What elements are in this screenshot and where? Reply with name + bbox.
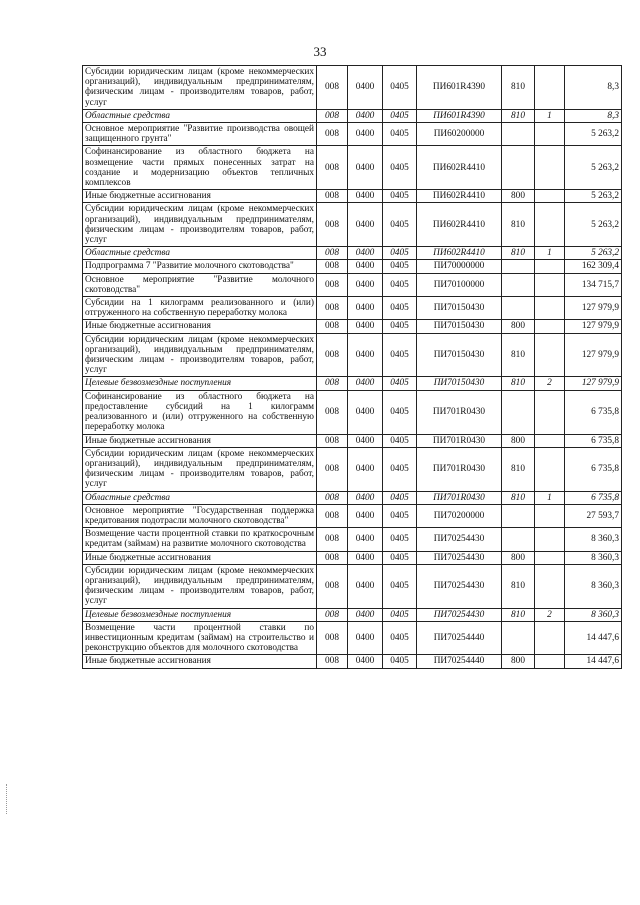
row-section-cell: 0400 — [348, 109, 383, 122]
row-name-cell: Субсидии юридическим лицам (кроме некоммерческих организаций), индивидуальным предпринимателям, физическим лицам - производителям товаров, работ, услуг — [83, 447, 317, 491]
row-subsection-cell: 0405 — [383, 655, 417, 668]
row-funding-source-cell — [535, 273, 565, 296]
row-code-cell: 008 — [317, 66, 348, 110]
row-amount-cell: 5 263,2 — [565, 146, 622, 190]
margin-mark — [6, 784, 8, 814]
table-row — [83, 260, 622, 273]
table-row — [83, 621, 622, 655]
row-subsection-cell: 0405 — [383, 608, 417, 621]
row-section-cell: 0400 — [348, 564, 383, 608]
row-code-cell: 008 — [317, 377, 348, 390]
row-subsection-cell: 0405 — [383, 146, 417, 190]
row-code-cell: 008 — [317, 203, 348, 247]
table-row — [83, 247, 622, 260]
row-code-cell: 008 — [317, 247, 348, 260]
row-target-article-cell: ПИ70150430 — [417, 320, 502, 333]
row-amount-cell: 5 263,2 — [565, 190, 622, 203]
budget-table-body — [83, 66, 622, 669]
row-code-cell: 008 — [317, 333, 348, 377]
row-name-cell: Субсидии юридическим лицам (кроме некоммерческих организаций), индивидуальным предпринимателям, физическим лицам - производителям товаров, работ, услуг — [83, 333, 317, 377]
row-expense-type-cell — [502, 504, 535, 527]
row-section-cell: 0400 — [348, 66, 383, 110]
row-funding-source-cell — [535, 564, 565, 608]
row-expense-type-cell: 810 — [502, 333, 535, 377]
row-amount-cell: 14 447,6 — [565, 621, 622, 655]
row-amount-cell: 162 309,4 — [565, 260, 622, 273]
row-target-article-cell: ПИ70150430 — [417, 377, 502, 390]
row-expense-type-cell: 810 — [502, 491, 535, 504]
row-funding-source-cell — [535, 66, 565, 110]
row-section-cell: 0400 — [348, 377, 383, 390]
row-expense-type-cell: 810 — [502, 109, 535, 122]
row-section-cell: 0400 — [348, 621, 383, 655]
row-name-cell: Иные бюджетные ассигнования — [83, 551, 317, 564]
table-row — [83, 203, 622, 247]
row-target-article-cell: ПИ70150430 — [417, 333, 502, 377]
row-target-article-cell: ПИ70254430 — [417, 564, 502, 608]
row-amount-cell: 127 979,9 — [565, 333, 622, 377]
row-funding-source-cell — [535, 203, 565, 247]
row-subsection-cell: 0405 — [383, 528, 417, 551]
row-name-cell: Областные средства — [83, 109, 317, 122]
row-name-cell: Основное мероприятие "Государственная поддержка кредитования подотрасли молочного скотоводства" — [83, 504, 317, 527]
row-funding-source-cell — [535, 390, 565, 434]
row-amount-cell: 5 263,2 — [565, 123, 622, 146]
row-target-article-cell: ПИ70254430 — [417, 608, 502, 621]
row-amount-cell: 5 263,2 — [565, 203, 622, 247]
row-code-cell: 008 — [317, 621, 348, 655]
row-subsection-cell: 0405 — [383, 504, 417, 527]
row-expense-type-cell — [502, 390, 535, 434]
table-row — [83, 320, 622, 333]
row-target-article-cell: ПИ70254440 — [417, 655, 502, 668]
row-section-cell: 0400 — [348, 551, 383, 564]
row-amount-cell: 27 593,7 — [565, 504, 622, 527]
row-name-cell: Иные бюджетные ассигнования — [83, 655, 317, 668]
row-funding-source-cell — [535, 123, 565, 146]
row-funding-source-cell — [535, 320, 565, 333]
table-row — [83, 491, 622, 504]
table-row — [83, 608, 622, 621]
row-expense-type-cell — [502, 621, 535, 655]
row-section-cell: 0400 — [348, 273, 383, 296]
row-target-article-cell: ПИ70254430 — [417, 528, 502, 551]
row-target-article-cell: ПИ70200000 — [417, 504, 502, 527]
row-expense-type-cell — [502, 297, 535, 320]
row-amount-cell: 14 447,6 — [565, 655, 622, 668]
row-target-article-cell: ПИ602R4410 — [417, 203, 502, 247]
row-code-cell: 008 — [317, 491, 348, 504]
row-expense-type-cell: 810 — [502, 66, 535, 110]
row-code-cell: 008 — [317, 528, 348, 551]
row-amount-cell: 6 735,8 — [565, 390, 622, 434]
table-row — [83, 528, 622, 551]
row-amount-cell: 127 979,9 — [565, 320, 622, 333]
table-row — [83, 66, 622, 110]
row-expense-type-cell — [502, 260, 535, 273]
table-row — [83, 273, 622, 296]
row-expense-type-cell — [502, 528, 535, 551]
row-funding-source-cell — [535, 655, 565, 668]
row-name-cell: Областные средства — [83, 247, 317, 260]
page-number: 33 — [313, 44, 327, 59]
row-section-cell: 0400 — [348, 260, 383, 273]
row-code-cell: 008 — [317, 146, 348, 190]
row-code-cell: 008 — [317, 123, 348, 146]
table-row — [83, 551, 622, 564]
row-name-cell: Субсидии юридическим лицам (кроме некоммерческих организаций), индивидуальным предпринимателям, физическим лицам - производителям товаров, работ, услуг — [83, 564, 317, 608]
row-section-cell: 0400 — [348, 434, 383, 447]
row-code-cell: 008 — [317, 260, 348, 273]
row-section-cell: 0400 — [348, 491, 383, 504]
row-section-cell: 0400 — [348, 320, 383, 333]
row-section-cell: 0400 — [348, 297, 383, 320]
row-amount-cell: 127 979,9 — [565, 297, 622, 320]
row-subsection-cell: 0405 — [383, 390, 417, 434]
row-code-cell: 008 — [317, 564, 348, 608]
row-amount-cell: 134 715,7 — [565, 273, 622, 296]
row-name-cell: Основное мероприятие "Развитие молочного скотоводства" — [83, 273, 317, 296]
row-section-cell: 0400 — [348, 390, 383, 434]
row-name-cell: Подпрограмма 7 "Развитие молочного скотоводства" — [83, 260, 317, 273]
row-code-cell: 008 — [317, 390, 348, 434]
row-code-cell: 008 — [317, 297, 348, 320]
row-section-cell: 0400 — [348, 608, 383, 621]
row-code-cell: 008 — [317, 504, 348, 527]
row-section-cell: 0400 — [348, 190, 383, 203]
row-amount-cell: 8 360,3 — [565, 528, 622, 551]
row-amount-cell: 6 735,8 — [565, 447, 622, 491]
row-name-cell: Иные бюджетные ассигнования — [83, 434, 317, 447]
row-subsection-cell: 0405 — [383, 434, 417, 447]
row-target-article-cell: ПИ70100000 — [417, 273, 502, 296]
row-expense-type-cell: 810 — [502, 564, 535, 608]
row-target-article-cell: ПИ701R0430 — [417, 434, 502, 447]
table-row — [83, 146, 622, 190]
row-code-cell: 008 — [317, 551, 348, 564]
row-target-article-cell: ПИ60200000 — [417, 123, 502, 146]
row-name-cell: Субсидии на 1 килограмм реализованного и (или) отгруженного на собственную переработку молока — [83, 297, 317, 320]
row-expense-type-cell: 810 — [502, 377, 535, 390]
row-section-cell: 0400 — [348, 123, 383, 146]
row-subsection-cell: 0405 — [383, 333, 417, 377]
row-target-article-cell: ПИ70254430 — [417, 551, 502, 564]
table-row — [83, 564, 622, 608]
row-subsection-cell: 0405 — [383, 564, 417, 608]
row-section-cell: 0400 — [348, 146, 383, 190]
row-expense-type-cell — [502, 123, 535, 146]
row-expense-type-cell: 800 — [502, 190, 535, 203]
row-subsection-cell: 0405 — [383, 621, 417, 655]
row-name-cell: Субсидии юридическим лицам (кроме некоммерческих организаций), индивидуальным предпринимателям, физическим лицам - производителям товаров, работ, услуг — [83, 203, 317, 247]
row-subsection-cell: 0405 — [383, 260, 417, 273]
row-funding-source-cell — [535, 528, 565, 551]
row-funding-source-cell: 2 — [535, 377, 565, 390]
row-target-article-cell: ПИ601R4390 — [417, 109, 502, 122]
row-subsection-cell: 0405 — [383, 66, 417, 110]
row-name-cell: Целевые безвозмездные поступления — [83, 377, 317, 390]
row-subsection-cell: 0405 — [383, 190, 417, 203]
row-section-cell: 0400 — [348, 447, 383, 491]
row-name-cell: Возмещение части процентной ставки по краткосрочным кредитам (займам) на развитие молочного скотоводства — [83, 528, 317, 551]
row-expense-type-cell: 800 — [502, 551, 535, 564]
row-expense-type-cell: 800 — [502, 320, 535, 333]
row-section-cell: 0400 — [348, 247, 383, 260]
table-row — [83, 109, 622, 122]
row-target-article-cell: ПИ602R4410 — [417, 247, 502, 260]
row-target-article-cell: ПИ701R0430 — [417, 491, 502, 504]
row-name-cell: Иные бюджетные ассигнования — [83, 190, 317, 203]
table-row — [83, 655, 622, 668]
row-name-cell: Софинансирование из областного бюджета на предоставление субсидий на 1 килограмм реализованного и (или) отгруженного на собственную переработку молока — [83, 390, 317, 434]
row-target-article-cell: ПИ701R0430 — [417, 447, 502, 491]
row-subsection-cell: 0405 — [383, 447, 417, 491]
row-target-article-cell: ПИ70150430 — [417, 297, 502, 320]
row-amount-cell: 5 263,2 — [565, 247, 622, 260]
table-row — [83, 377, 622, 390]
row-subsection-cell: 0405 — [383, 247, 417, 260]
row-subsection-cell: 0405 — [383, 320, 417, 333]
row-funding-source-cell: 1 — [535, 109, 565, 122]
row-code-cell: 008 — [317, 447, 348, 491]
row-section-cell: 0400 — [348, 333, 383, 377]
row-expense-type-cell: 810 — [502, 447, 535, 491]
table-row — [83, 123, 622, 146]
row-section-cell: 0400 — [348, 528, 383, 551]
row-funding-source-cell — [535, 297, 565, 320]
row-name-cell: Субсидии юридическим лицам (кроме некоммерческих организаций), индивидуальным предпринимателям, физическим лицам - производителям товаров, работ, услуг — [83, 66, 317, 110]
row-subsection-cell: 0405 — [383, 273, 417, 296]
row-funding-source-cell — [535, 333, 565, 377]
row-code-cell: 008 — [317, 655, 348, 668]
row-name-cell: Возмещение части процентной ставки по инвестиционным кредитам (займам) на строительство и реконструкцию объектов для молочного скотоводства — [83, 621, 317, 655]
row-funding-source-cell — [535, 551, 565, 564]
row-funding-source-cell — [535, 434, 565, 447]
row-amount-cell: 8 360,3 — [565, 551, 622, 564]
row-subsection-cell: 0405 — [383, 109, 417, 122]
row-target-article-cell: ПИ70254440 — [417, 621, 502, 655]
row-subsection-cell: 0405 — [383, 203, 417, 247]
budget-table — [82, 65, 622, 669]
row-funding-source-cell — [535, 504, 565, 527]
row-expense-type-cell: 800 — [502, 434, 535, 447]
row-expense-type-cell — [502, 146, 535, 190]
row-amount-cell: 8,3 — [565, 66, 622, 110]
table-row — [83, 333, 622, 377]
row-expense-type-cell: 810 — [502, 203, 535, 247]
row-amount-cell: 6 735,8 — [565, 491, 622, 504]
row-subsection-cell: 0405 — [383, 551, 417, 564]
row-section-cell: 0400 — [348, 203, 383, 247]
row-name-cell: Целевые безвозмездные поступления — [83, 608, 317, 621]
row-funding-source-cell — [535, 146, 565, 190]
row-name-cell: Областные средства — [83, 491, 317, 504]
row-funding-source-cell — [535, 190, 565, 203]
row-funding-source-cell: 2 — [535, 608, 565, 621]
row-target-article-cell: ПИ701R0430 — [417, 390, 502, 434]
table-row — [83, 447, 622, 491]
table-row — [83, 190, 622, 203]
row-funding-source-cell — [535, 260, 565, 273]
row-name-cell: Основное мероприятие "Развитие производства овощей защищенного грунта" — [83, 123, 317, 146]
table-row — [83, 504, 622, 527]
row-name-cell: Иные бюджетные ассигнования — [83, 320, 317, 333]
row-code-cell: 008 — [317, 109, 348, 122]
row-subsection-cell: 0405 — [383, 297, 417, 320]
row-expense-type-cell — [502, 273, 535, 296]
row-amount-cell: 8 360,3 — [565, 608, 622, 621]
row-funding-source-cell: 1 — [535, 247, 565, 260]
row-expense-type-cell: 800 — [502, 655, 535, 668]
table-row — [83, 390, 622, 434]
row-code-cell: 008 — [317, 608, 348, 621]
row-expense-type-cell: 810 — [502, 247, 535, 260]
row-amount-cell: 127 979,9 — [565, 377, 622, 390]
row-funding-source-cell — [535, 447, 565, 491]
table-row — [83, 434, 622, 447]
row-expense-type-cell: 810 — [502, 608, 535, 621]
row-amount-cell: 6 735,8 — [565, 434, 622, 447]
row-section-cell: 0400 — [348, 655, 383, 668]
table-row — [83, 297, 622, 320]
row-target-article-cell: ПИ602R4410 — [417, 146, 502, 190]
row-code-cell: 008 — [317, 320, 348, 333]
row-section-cell: 0400 — [348, 504, 383, 527]
row-subsection-cell: 0405 — [383, 377, 417, 390]
row-target-article-cell: ПИ70000000 — [417, 260, 502, 273]
row-target-article-cell: ПИ601R4390 — [417, 66, 502, 110]
row-subsection-cell: 0405 — [383, 123, 417, 146]
row-amount-cell: 8,3 — [565, 109, 622, 122]
row-code-cell: 008 — [317, 434, 348, 447]
row-name-cell: Софинансирование из областного бюджета на возмещение части прямых понесенных затрат на создание и модернизацию объектов тепличных комплексов — [83, 146, 317, 190]
row-code-cell: 008 — [317, 273, 348, 296]
row-target-article-cell: ПИ602R4410 — [417, 190, 502, 203]
row-code-cell: 008 — [317, 190, 348, 203]
row-subsection-cell: 0405 — [383, 491, 417, 504]
row-funding-source-cell — [535, 621, 565, 655]
row-funding-source-cell: 1 — [535, 491, 565, 504]
row-amount-cell: 8 360,3 — [565, 564, 622, 608]
